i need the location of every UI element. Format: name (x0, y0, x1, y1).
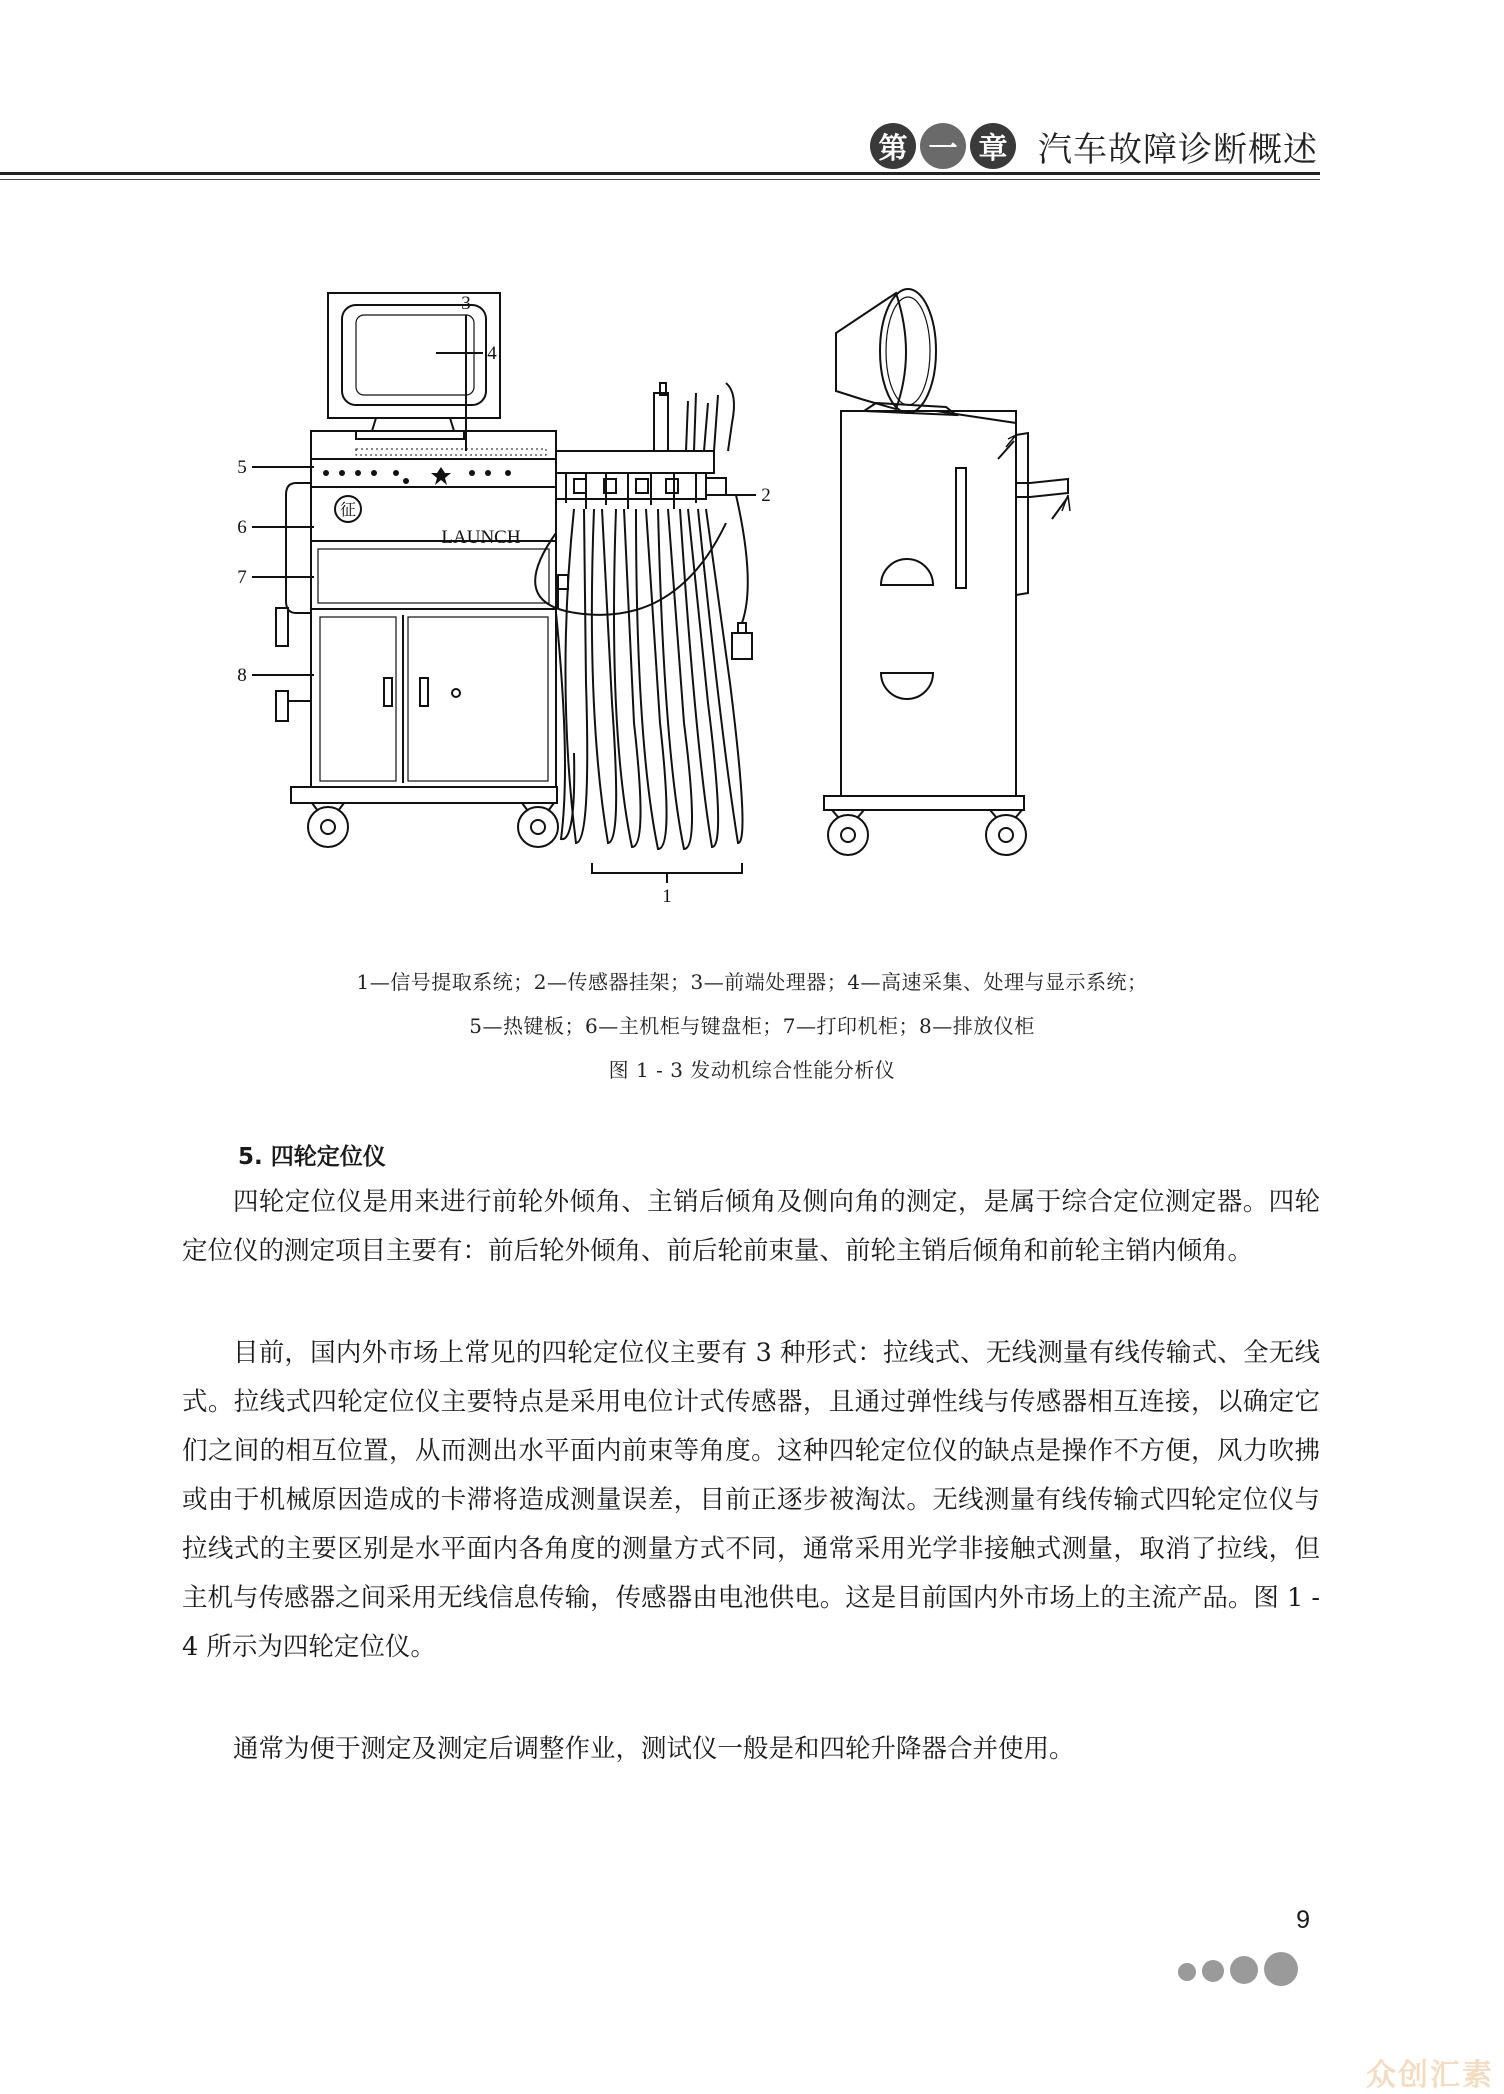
section-heading: 5. 四轮定位仪 (238, 1144, 386, 1170)
chapter-title: 汽车故障诊断概述 (1038, 129, 1318, 170)
ornament-dot (1264, 1952, 1298, 1986)
figure-legend-line-1: 1—信号提取系统；2—传感器挂架；3—前端处理器；4—高速采集、处理与显示系统； (356, 970, 1148, 994)
emission-cabinet (311, 609, 556, 787)
side-base (824, 796, 1024, 810)
page-number: 9 (1296, 1906, 1310, 1934)
header-rule-thin (0, 179, 1320, 180)
label-1: 1 (662, 886, 672, 907)
figure-engine-analyzer (237, 283, 1256, 938)
printer-cabinet (311, 541, 556, 609)
side-monitor-face (880, 289, 936, 413)
figure-legend-line-2: 5—热键板；6—主机柜与键盘柜；7—打印机柜；8—排放仪柜 (469, 1014, 1035, 1038)
monitor-screen (342, 305, 486, 405)
analyzer-drawing (237, 283, 1256, 938)
chapter-header (870, 118, 1318, 174)
side-monitor-hood (836, 293, 906, 409)
side-handle-upper (881, 559, 933, 585)
label-2: 2 (761, 485, 771, 506)
label-8: 8 (237, 665, 247, 686)
sensor-hanger (556, 473, 706, 499)
badge-char: 征 (339, 502, 357, 519)
figure-title: 图 1 - 3 发动机综合性能分析仪 (608, 1058, 896, 1082)
side-wheel-right (986, 815, 1026, 855)
side-wheel-left (828, 815, 868, 855)
side-cabinet (841, 411, 1016, 796)
label-3: 3 (461, 293, 471, 314)
label-7: 7 (237, 567, 247, 588)
paragraph-2: 目前，国内外市场上常见的四轮定位仪主要有 3 种形式：拉线式、无线测量有线传输式、全无线式。拉线式四轮定位仪主要特点是采用电位计式传感器，且通过弹性线与传感器相互连接，以确定它们之间的相互位置，从而测出水平面内前束等角度。这种四轮定位仪的缺点是操作不方便，风力吹拂或由于机械原因造成的卡滞将造成测量误差，目前正逐步被淘汰。无线测量有线传输式四轮定位仪与拉线式的主要区别是水平面内各角度的测量方式不同，通常采用光学非接触式测量，取消了拉线，但主机与传感器之间采用无线信息传输，传感器由电池供电。这是目前国内外市场上的主流产品。图 1 - 4 所示为四轮定位仪。 (182, 1338, 1320, 1662)
front-end-processor (556, 451, 714, 473)
label-5: 5 (237, 457, 247, 478)
chapter-char-1: 第 (870, 123, 916, 169)
side-handle-lower (881, 673, 933, 699)
ornament-dot (1230, 1956, 1258, 1984)
chapter-char-2: 一 (920, 123, 966, 169)
ornament-dot (1178, 1963, 1196, 1981)
page-dots-ornament (1178, 1946, 1318, 1988)
chapter-char-3: 章 (970, 123, 1016, 169)
watermark: 众创汇素 (1366, 2058, 1494, 2093)
front-wheel-left (308, 807, 348, 847)
front-wheel-right (518, 807, 558, 847)
paragraph-1: 四轮定位仪是用来进行前轮外倾角、主销后倾角及侧向角的测定，是属于综合定位测定器。四轮定位仪的测定项目主要有：前后轮外倾角、前后轮前束量、前轮主销后倾角和前轮主销内倾角。 (182, 1187, 1320, 1266)
front-base (291, 787, 557, 803)
paragraph-3: 通常为便于测定及测定后调整作业，测试仪一般是和四轮升降器合并使用。 (233, 1734, 1075, 1764)
header-rule (0, 172, 1320, 175)
label-4: 4 (487, 343, 497, 364)
label-6: 6 (237, 517, 247, 538)
brand-label: LAUNCH (441, 527, 521, 548)
ornament-dot (1202, 1960, 1224, 1982)
